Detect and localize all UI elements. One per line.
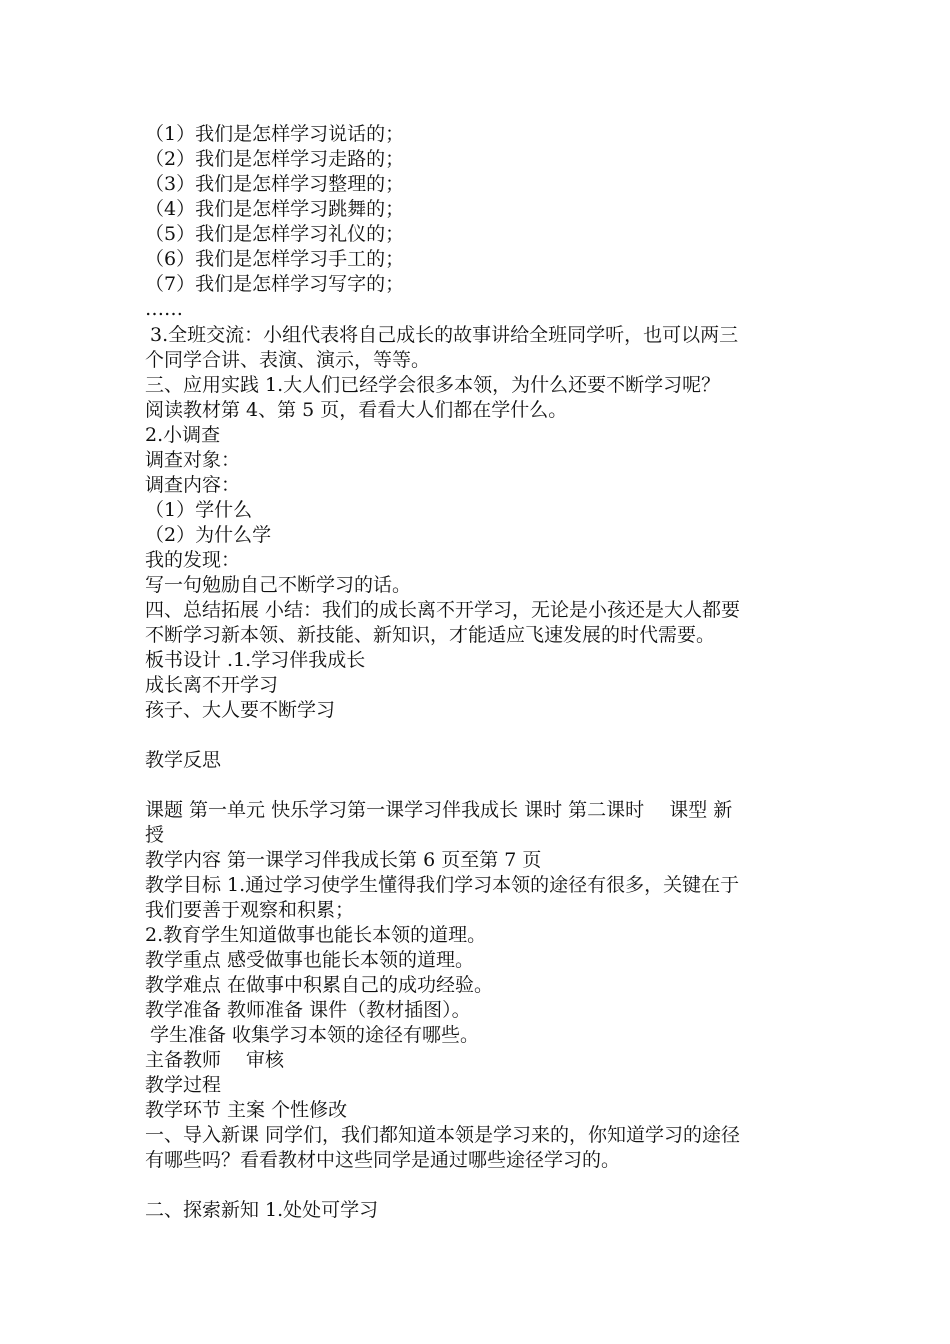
list-item-1: （1）我们是怎样学习说话的；: [145, 123, 405, 145]
teaching-process-heading: 教学过程: [145, 1074, 222, 1096]
teaching-reflection-heading: 教学反思: [145, 749, 222, 771]
board-design-line: 成长离不开学习: [145, 674, 279, 696]
board-design-line: 板书设计 .1.学习伴我成长: [145, 649, 366, 671]
list-item-6: （6）我们是怎样学习手工的；: [145, 248, 405, 270]
paragraph-line: 阅读教材第 4、第 5 页，看看大人们都在学什么。: [145, 399, 568, 421]
teaching-goal-line: 教学目标 1.通过学习使学生懂得我们学习本领的途径有很多，关键在于: [145, 874, 740, 896]
list-item-7: （7）我们是怎样学习写字的；: [145, 273, 405, 295]
paragraph-line: 调查对象：: [145, 449, 241, 471]
paragraph-line: 3.全班交流：小组代表将自己成长的故事讲给全班同学听，也可以两三: [150, 324, 739, 346]
teaching-steps-header: 教学环节 主案 个性修改: [145, 1099, 348, 1121]
section-heading-intro: 一、导入新课 同学们，我们都知道本领是学习来的，你知道学习的途径: [145, 1124, 741, 1146]
section-heading-explore: 二、探索新知 1.处处可学习: [145, 1199, 379, 1221]
list-item: （2）为什么学: [145, 524, 272, 546]
paragraph-line: 写一句勉励自己不断学习的话。: [145, 574, 412, 596]
list-item-3: （3）我们是怎样学习整理的；: [145, 173, 405, 195]
paragraph-line: 不断学习新本领、新技能、新知识，才能适应飞速发展的时代需要。: [145, 624, 716, 646]
teaching-focus-line: 教学重点 感受做事也能长本领的道理。: [145, 949, 475, 971]
teaching-content-line: 教学内容 第一课学习伴我成长第 6 页至第 7 页: [145, 849, 542, 871]
section-heading-summary: 四、总结拓展 小结：我们的成长离不开学习，无论是小孩还是大人都要: [145, 599, 741, 621]
ellipsis-line: ……: [145, 298, 183, 320]
list-item-4: （4）我们是怎样学习跳舞的；: [145, 198, 405, 220]
teaching-difficulty-line: 教学难点 在做事中积累自己的成功经验。: [145, 974, 494, 996]
list-item-2: （2）我们是怎样学习走路的；: [145, 148, 405, 170]
student-prep-line: 学生准备 收集学习本领的途径有哪些。: [150, 1024, 480, 1046]
paragraph-line: 调查内容：: [145, 474, 241, 496]
lesson-title-line: 授: [145, 824, 165, 846]
paragraph-line: 我的发现：: [145, 549, 241, 571]
teaching-goal-line: 2.教育学生知道做事也能长本领的道理。: [145, 924, 487, 946]
lesson-title-line: 课题 第一单元 快乐学习第一课学习伴我成长 课时 第二课时 课型 新: [145, 799, 733, 821]
teaching-prep-line: 教学准备 教师准备 课件（教材插图）。: [145, 999, 471, 1021]
paragraph-line: 个同学合讲、表演、演示，等等。: [145, 349, 431, 371]
paragraph-line: 有哪些吗？看看教材中这些同学是通过哪些途径学习的。: [145, 1149, 621, 1171]
section-heading-practice: 三、应用实践 1.大人们已经学会很多本领，为什么还要不断学习呢？: [145, 374, 721, 396]
paragraph-line: 2.小调查: [145, 424, 221, 446]
list-item-5: （5）我们是怎样学习礼仪的；: [145, 223, 405, 245]
board-design-line: 孩子、大人要不断学习: [145, 699, 336, 721]
teaching-goal-line: 我们要善于观察和积累；: [145, 899, 355, 921]
teacher-review-line: 主备教师 审核: [145, 1049, 285, 1071]
list-item: （1）学什么: [145, 499, 253, 521]
